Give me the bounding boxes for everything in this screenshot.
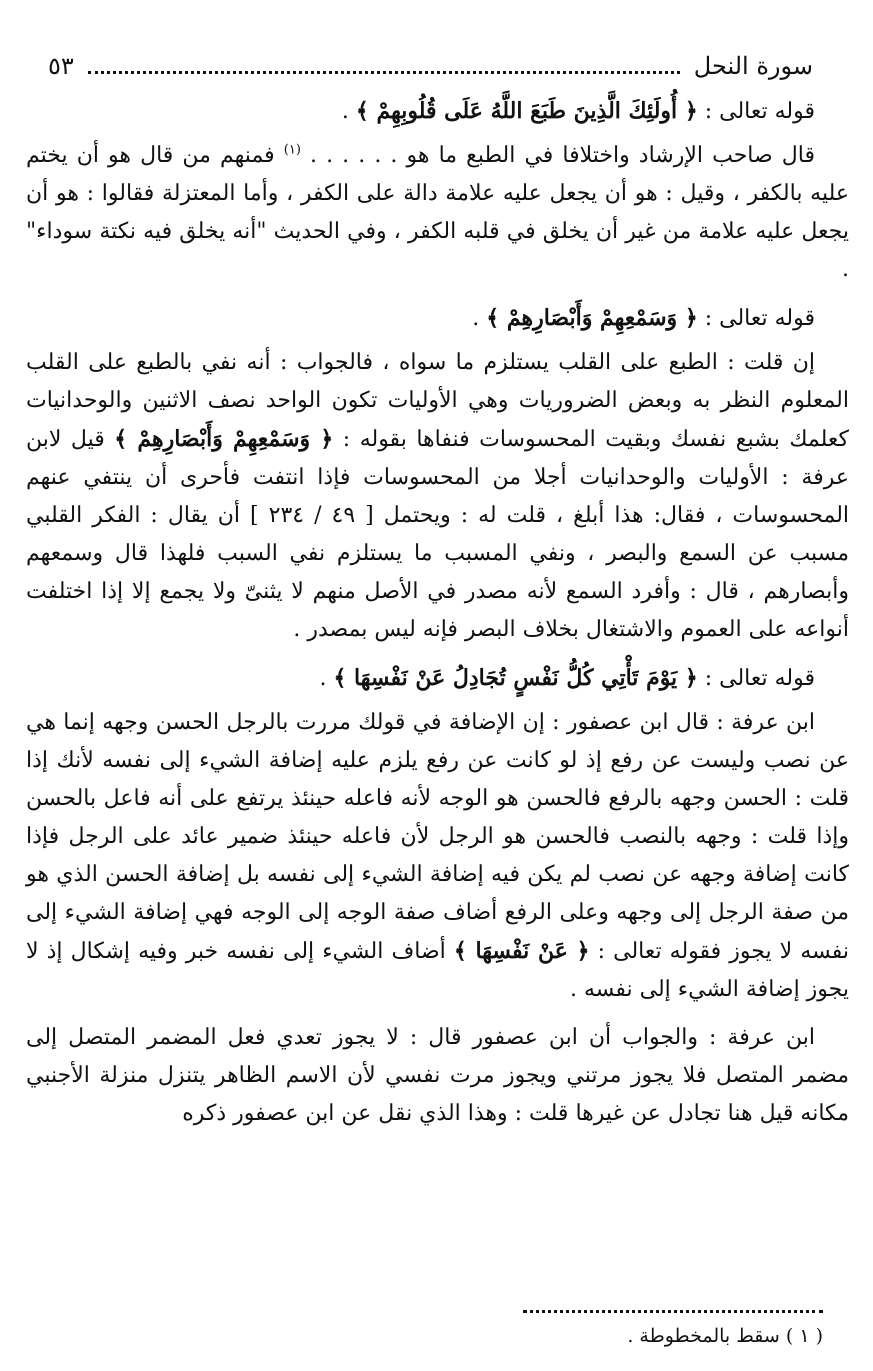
commentary-paragraph-1 bbox=[26, 137, 849, 289]
heading-suffix: . bbox=[341, 99, 356, 124]
heading-prefix: قوله تعالى : bbox=[697, 306, 815, 331]
verse-heading-2 bbox=[26, 299, 849, 338]
heading-suffix: . bbox=[319, 666, 334, 691]
heading-suffix: . bbox=[472, 306, 487, 331]
paragraph-text: قيل لابن عرفة : الأوليات والوحدانيات أجلا من المحسوسات فإذا انتفت فأحرى أن ينتفي عنهم المحسوسات ، فقال: هذا أبلغ ، قلت له : ويحتمل [ ٤٩ / ٢٣٤ ] أن يقال : الفكر القلبي مسبب عن السمع والبصر ، ونفي المسبب ما يستلزم نفي السبب فلهذا قال وسمعهم وأبصارهم ، قال : وأفرد السمع لأنه مصدر في الأصل منهم لا يثنىّ ولا يجمع إلا إذا اختلفت أنواعه على العموم والاشتغال بخلاف البصر فإنه ليس بمصدر . bbox=[26, 427, 850, 642]
verse-heading-1 bbox=[26, 92, 849, 131]
footnote: ( ١ ) سقط بالمخطوطة . bbox=[627, 1325, 823, 1347]
paragraph-text: ابن عرفة : قال ابن عصفور : إن الإضافة في قولك مررت بالرجل الحسن وجهه إنما هي عن نصب وليست عن رفع إذ لو كانت عن رفع يلزم عليه إضافة الشيء إلى نفسه لأنك إذا قلت : الحسن وجهه بالرفع فالحسن هو الوجه لأنه فاعله حينئذ يرتفع على أنه فاعل بالحسن وإذا قلت : وجهه بالنصب فالحسن هو الرجل لأن فاعله حينئذ ضمير عائد على الرجل فإذا كانت إضافة وجهه عن نصب لم يكن فيه إضافة الشيء إلى نفسه بل إضافة الحسن الذي هو من صفة الرجل إلى وجهه وعلى الرفع أضاف صفة الوجه إلى الوجه فهي إضافة الشيء إلى نفسه لا يجوز فقوله تعالى : bbox=[26, 710, 849, 964]
footnote-separator bbox=[523, 1310, 823, 1313]
quran-quote: ﴿ عَنْ نَفْسِهَا ﴾ bbox=[453, 938, 590, 964]
page-number: ٥٣ bbox=[48, 52, 74, 80]
paragraph-text: فمنهم من قال هو أن يختم عليه بالكفر ، وقيل : هو أن يجعل عليه علامة دالة على الكفر ، وأما المعتزلة فقالوا : هو أن يجعل عليه علامة من غير أن يخلق في قلبه الكفر ، وفي الحديث "أنه يخلق فيه نكتة سوداء" . bbox=[26, 143, 849, 282]
quran-verse: ﴿ يَوْمَ تَأْتِي كُلُّ نَفْسٍ تُجَادِلُ عَنْ نَفْسِهَا ﴾ bbox=[333, 665, 698, 691]
commentary-paragraph-3 bbox=[26, 704, 849, 1009]
heading-prefix: قوله تعالى : bbox=[697, 666, 815, 691]
heading-prefix: قوله تعالى : bbox=[697, 99, 815, 124]
commentary-paragraph-4 bbox=[26, 1019, 849, 1133]
paragraph-text: إن قلت : الطبع على القلب يستلزم ما سواه ، فالجواب : أنه نفي بالطبع على القلب المعلوم النظر به وبعض الضروريات وهي الأوليات تكون الواحد نصف الاثنين والوحدانيات كعلمك بشبع نفسك وبقيت المحسوسات فنفاها بقوله : bbox=[26, 350, 849, 452]
paragraph-text: قال صاحب الإرشاد واختلافا في الطبع ما هو . . . . . . bbox=[300, 143, 815, 168]
quran-verse: ﴿ أُولَئِكَ الَّذِينَ طَبَعَ اللَّهُ عَلَى قُلُوبِهِمْ ﴾ bbox=[355, 98, 698, 124]
quran-verse: ﴿ وَسَمْعِهِمْ وَأَبْصَارِهِمْ ﴾ bbox=[486, 305, 698, 331]
footnote-marker: (١) bbox=[283, 142, 301, 158]
paragraph-text: أضاف الشيء إلى نفسه خبر وفيه إشكال إذ لا يجوز إضافة الشيء إلى نفسه . bbox=[26, 939, 849, 1002]
paragraph-text: ابن عرفة : والجواب أن ابن عصفور قال : لا يجوز تعدي فعل المضمر المتصل إلى مضمر المتصل فلا يجوز مرتني ويجوز مرت نفسي لأن الاسم الظاهر يتنزل منزلة الأجنبي مكانه قيل هنا تجادل عن غيرها قلت : وهذا الذي نقل عن ابن عصفور ذكره bbox=[26, 1025, 849, 1126]
header-dotted-rule bbox=[88, 71, 680, 74]
commentary-paragraph-2 bbox=[26, 344, 849, 649]
surah-title: سورة النحل bbox=[693, 52, 813, 80]
verse-heading-3 bbox=[26, 659, 849, 698]
page-header bbox=[48, 48, 813, 84]
page-body bbox=[26, 92, 849, 1143]
quran-quote: ﴿ وَسَمْعِهِمْ وَأَبْصَارِهِمْ ﴾ bbox=[114, 426, 334, 452]
